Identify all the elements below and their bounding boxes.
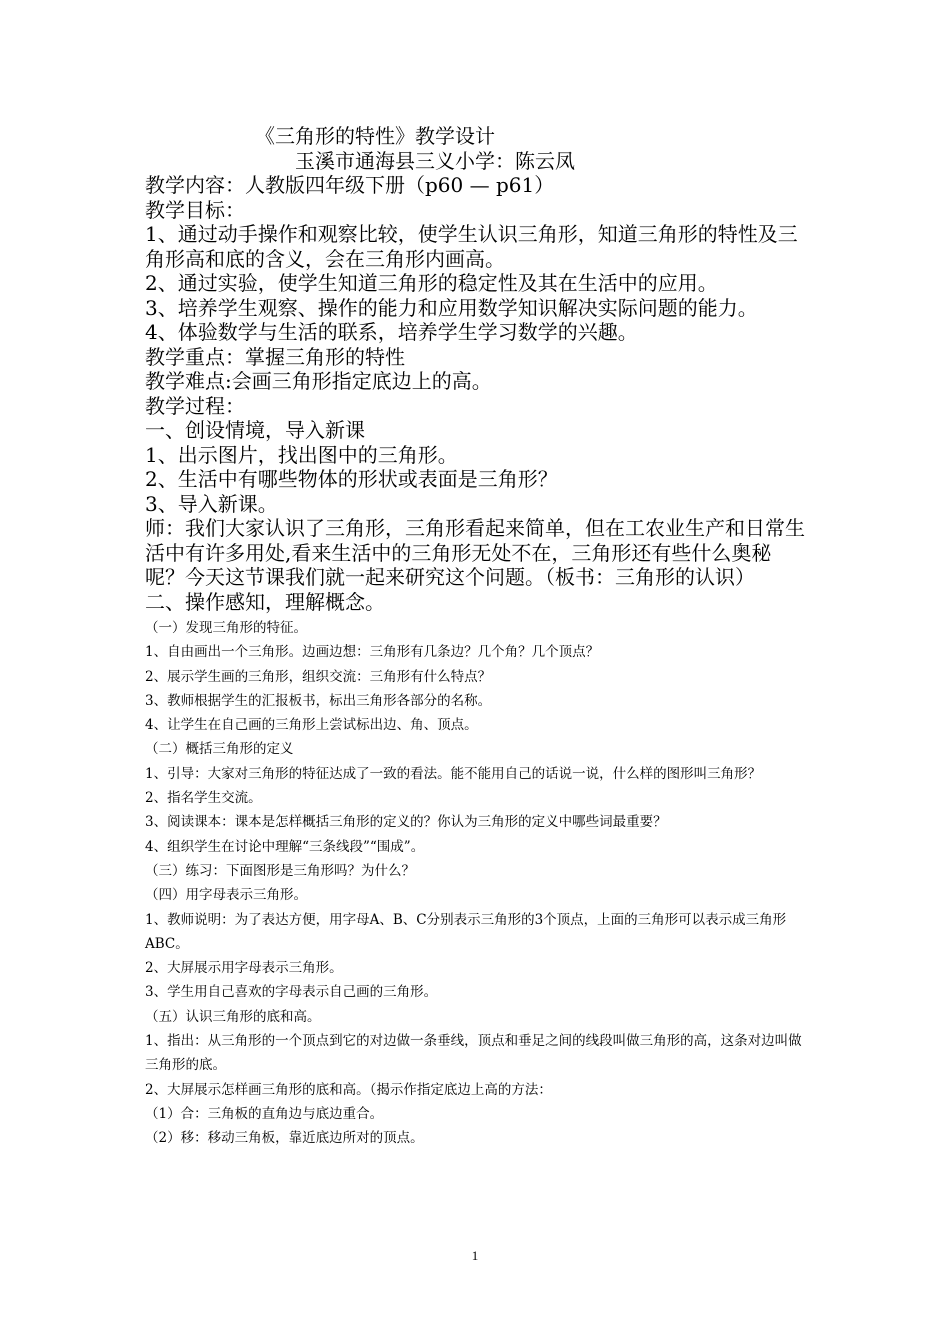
subsection-2-heading: （二）概括三角形的定义	[145, 741, 294, 758]
method-step-1: （1）合：三角板的直角边与底边重合。	[145, 1105, 384, 1122]
subsection-2-item-2: 2、指名学生交流。	[145, 790, 262, 807]
teaching-content: 教学内容：人教版四年级下册（p60 — p61）	[145, 173, 555, 197]
difficult-point: 教学难点:会画三角形指定底边上的高。	[145, 369, 492, 393]
method-step-2: （2）移：移动三角板，靠近底边所对的顶点。	[145, 1130, 424, 1147]
objectives-heading: 教学目标：	[145, 197, 245, 222]
objective-4: 4、体验数学与生活的联系，培养学生学习数学的兴趣。	[145, 320, 638, 344]
page-number: 1	[471, 1248, 479, 1263]
subsection-1-item-2: 2、展示学生画的三角形，组织交流：三角形有什么特点？	[145, 668, 492, 685]
key-point: 教学重点：掌握三角形的特性	[145, 344, 405, 369]
section-1-item-2: 2、生活中有哪些物体的形状或表面是三角形？	[145, 467, 558, 491]
subsection-2-item-1: 1、引导：大家对三角形的特征达成了一致的看法。能不能用自己的话说一说，什么样的图形叫三角形？	[145, 765, 762, 782]
objective-2: 2、通过实验，使学生知道三角形的稳定性及其在生活中的应用。	[145, 271, 718, 295]
subsection-2-item-4: 4、组织学生在讨论中理解“三条线段”“围成”。	[145, 838, 425, 855]
subsection-3-heading: （三）练习：下面图形是三角形吗？为什么？	[145, 862, 415, 879]
subsection-4-heading: （四）用字母表示三角形。	[145, 887, 307, 904]
subsection-1-item-1: 1、自由画出一个三角形。边画边想：三角形有几条边？几个角？几个顶点？	[145, 644, 600, 661]
subsection-4-item-1: 1、教师说明：为了表达方便，用字母A、B、C分别表示三角形的3个顶点，上面的三角形可以表示成三角形ABC。	[145, 911, 787, 952]
document-author: 玉溪市通海县三义小学：陈云凤	[295, 148, 575, 173]
objective-3: 3、培养学生观察、操作的能力和应用数学知识解决实际问题的能力。	[145, 295, 758, 320]
subsection-1-item-3: 3、教师根据学生的汇报板书，标出三角形各部分的名称。	[145, 692, 492, 709]
subsection-2-item-3: 3、阅读课本：课本是怎样概括三角形的定义的？你认为三角形的定义中哪些词最重要？	[145, 814, 667, 831]
subsection-5-heading: （五）认识三角形的底和高。	[145, 1008, 321, 1025]
section-1-item-1: 1、出示图片，找出图中的三角形。	[145, 442, 458, 467]
teacher-speech: 师：我们大家认识了三角形，三角形看起来简单，但在工农业生产和日常生活中有许多用处,看来生活中的三角形无处不在，三角形还有些什么奥秘呢？今天这节课我们就一起来研究这个问题。（板书：三角形的认识）	[145, 516, 805, 589]
subsection-4-item-3: 3、学生用自己喜欢的字母表示自己画的三角形。	[145, 984, 438, 1001]
subsection-1-item-4: 4、让学生在自己画的三角形上尝试标出边、角、顶点。	[145, 717, 478, 734]
subsection-5-item-2: 2、大屏展示怎样画三角形的底和高。（揭示作指定底边上高的方法：	[145, 1081, 552, 1098]
document-body	[145, 124, 810, 1151]
document-title: 《三角形的特性》教学设计	[255, 124, 495, 148]
section-1-item-3: 3、导入新课。	[145, 491, 278, 516]
section-1-heading: 一、创设情境，导入新课	[145, 418, 365, 442]
subsection-4-item-2: 2、大屏展示用字母表示三角形。	[145, 960, 343, 977]
section-2-heading: 二、操作感知，理解概念。	[145, 589, 385, 614]
objective-1: 1、通过动手操作和观察比较，使学生认识三角形，知道三角形的特性及三角形高和底的含义，会在三角形内画高。	[145, 222, 798, 271]
process-heading: 教学过程：	[145, 393, 245, 418]
subsection-1-heading: （一）发现三角形的特征。	[145, 620, 307, 636]
subsection-5-item-1: 1、指出：从三角形的一个顶点到它的对边做一条垂线，顶点和垂足之间的线段叫做三角形的高，这条对边叫做三角形的底。	[145, 1033, 802, 1074]
